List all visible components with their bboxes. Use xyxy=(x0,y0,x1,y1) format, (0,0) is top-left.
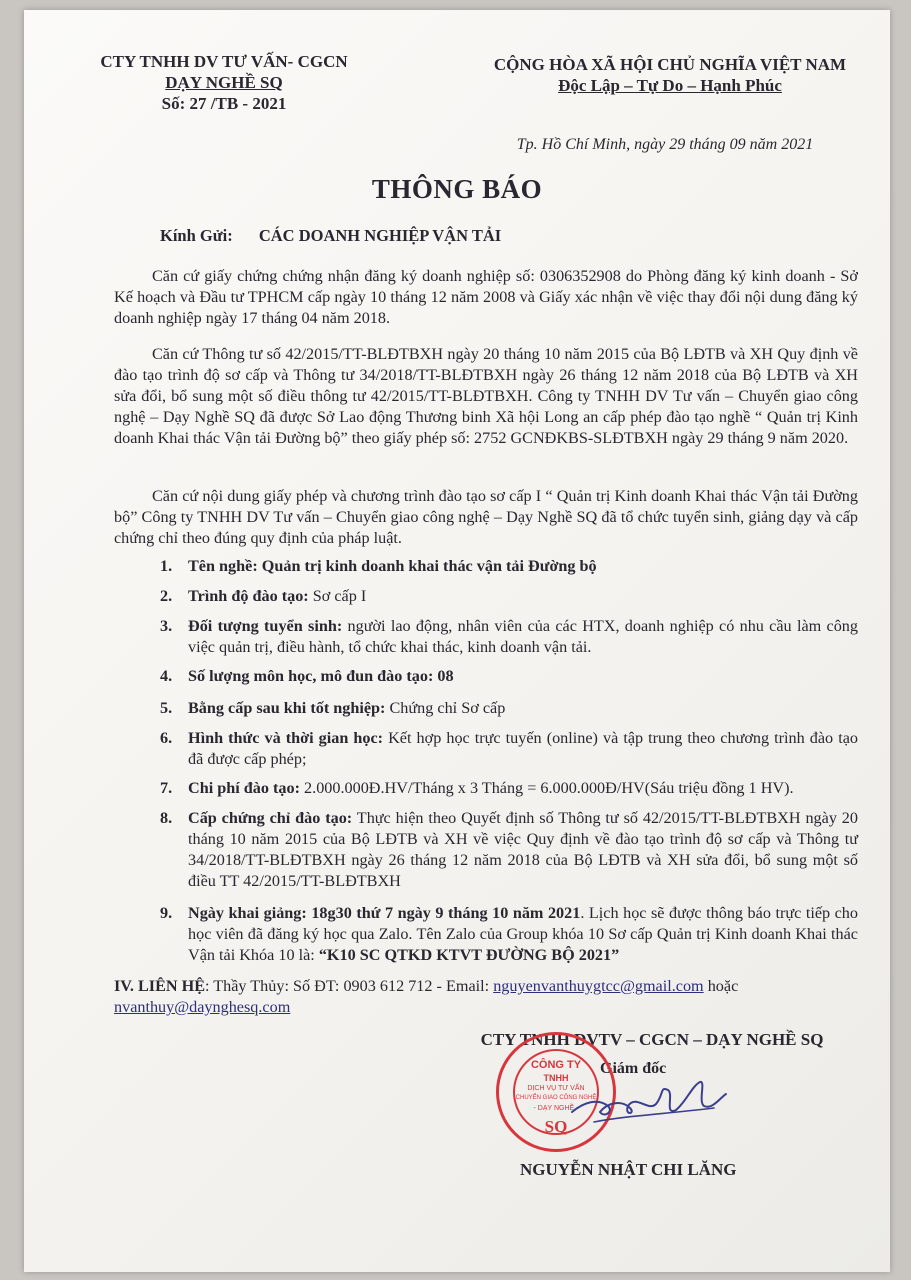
company-header xyxy=(94,51,354,114)
item-text: Chứng chỉ Sơ cấp xyxy=(385,699,506,717)
item-number: 5. xyxy=(160,699,173,717)
paragraph-1: Căn cứ giấy chứng chứng nhận đăng ký doanh nghiệp số: 0306352908 do Phòng đăng ký kinh doanh - Sở Kế hoạch và Đầu tư TPHCM cấp ngày 10 tháng 12 năm 2008 và Giấy xác nhận về việc thay đổi nội dung đăng ký doanh nghiệp ngày 17 tháng 04 năm 2018. xyxy=(114,267,858,327)
contact-label: IV. LIÊN HỆ xyxy=(114,977,206,995)
document-page xyxy=(24,10,890,1272)
item-number: 3. xyxy=(160,617,173,635)
document-title: THÔNG BÁO xyxy=(371,174,543,204)
place-date: Tp. Hồ Chí Minh, ngày 29 tháng 09 năm 2021 xyxy=(516,136,814,153)
item-text: người lao động, nhân viên của các HTX, doanh nghiệp có nhu cầu làm công việc quản trị, điều hành, tổ chức khai thác, kinh doanh vận tải. xyxy=(188,617,858,656)
company-name-line2: DẠY NGHỀ SQ xyxy=(165,73,283,92)
item-text: Kết hợp học trực tuyến (online) và tập trung theo chương trình đào tạo đã được cấp phép; xyxy=(188,729,858,768)
paragraph-3: Căn cứ nội dung giấy phép và chương trình đào tạo sơ cấp I “ Quản trị Kinh doanh Khai thác Vận tải Đường bộ” Công ty TNHH DV Tư vấn – Chuyển giao công nghệ – Dạy Nghề SQ đã tổ chức tuyển sinh, giảng dạy và cấp chứng chỉ theo đúng quy định của pháp luật. xyxy=(114,487,858,547)
signature-company: CTY TNHH DVTV – CGCN – DẠY NGHỀ SQ xyxy=(480,1030,824,1049)
contact-email-primary[interactable]: nguyenvanthuygtcc@gmail.com xyxy=(493,977,704,995)
national-header xyxy=(460,54,880,96)
stamp-text-5: - DẠY NGHỀ - xyxy=(533,1105,579,1112)
contact-section xyxy=(114,976,864,1018)
recipient-line xyxy=(160,226,501,246)
item-number: 2. xyxy=(160,587,173,605)
contact-email-secondary[interactable]: nvanthuy@daynghesq.com xyxy=(114,998,291,1016)
item-number: 7. xyxy=(160,779,173,797)
item-number: 6. xyxy=(160,729,173,747)
item-text: . Lịch học sẽ được thông báo trực tiếp cho học viên đã đăng ký học qua Zalo. Tên Zalo của Group khóa 10 Sơ cấp Quản trị Kinh doanh Khai thác Vận tải Khóa 10 là: xyxy=(188,904,858,964)
item-text: Quản trị kinh doanh khai thác vận tải Đường bộ xyxy=(257,557,597,575)
item-label: Bằng cấp sau khi tốt nghiệp: xyxy=(188,699,386,717)
item-text: 2.000.000Đ.HV/Tháng x 3 Tháng = 6.000.000Đ/HV(Sáu triệu đồng 1 HV). xyxy=(300,779,794,797)
recipient-name: CÁC DOANH NGHIỆP VẬN TẢI xyxy=(258,226,502,245)
document-number: Số: 27 /TB - 2021 xyxy=(161,94,287,113)
contact-or: hoặc xyxy=(703,977,739,995)
item-label: Tên nghề: xyxy=(188,557,258,575)
stamp-text-6: SQ xyxy=(544,1117,568,1136)
item-text: 08 xyxy=(433,667,454,685)
item-label: Trình độ đào tạo: xyxy=(188,587,309,605)
item-number: 4. xyxy=(160,667,173,685)
handwritten-signature xyxy=(564,1072,734,1134)
item-number: 8. xyxy=(160,809,173,827)
item-number: 1. xyxy=(160,557,173,575)
item-text: Thực hiện theo Quyết định số Thông tư số 42/2015/TT-BLĐTBXH ngày 20 tháng 10 năm 2015 của Bộ LĐTB và XH về việc Quy định về đào tạo trình độ sơ cấp và Thông tư 34/2018/TT-BLĐTBXH ngày 26 tháng 12 năm 2018 của Bộ LĐTB và XH sửa đổi, bổ sung một số điều TT 42/2015/TT-BLĐTBXH xyxy=(188,809,858,890)
company-name: CTY TNHH DV TƯ VẤN- CGCN xyxy=(100,52,348,71)
item-number: 9. xyxy=(160,904,173,922)
signature-position: Giám đốc xyxy=(600,1060,667,1077)
item-label: Số lượng môn học, mô đun đào tạo: xyxy=(188,667,434,685)
national-motto: Độc Lập – Tự Do – Hạnh Phúc xyxy=(558,76,782,95)
paragraph-2: Căn cứ Thông tư số 42/2015/TT-BLĐTBXH ngày 20 tháng 10 năm 2015 của Bộ LĐTB và XH Quy định về đào tạo trình độ sơ cấp và Thông tư 34/2018/TT-BLĐTBXH ngày 26 tháng 12 năm 2018 của Bộ LĐTB và XH sửa đổi, bổ sung một số điều thông tư 42/2015/TT-BLĐTBXH. Công ty TNHH DV Tư vấn – Chuyển giao công nghệ – Dạy Nghề SQ đã được Sở Lao động Thương binh Xã hội Long an cấp phép đào tạo nghề “ Quản trị Kinh doanh Khai thác Vận tải Đường bộ” theo giấy phép số: 2752 GCNĐKBS-SLĐTBXH ngày 29 tháng 9 năm 2020. xyxy=(114,345,858,447)
recipient-label: Kính Gửi: xyxy=(160,226,233,245)
item-label: Đối tượng tuyển sinh: xyxy=(188,617,343,635)
signer-name: NGUYỄN NHẬT CHI LĂNG xyxy=(520,1160,737,1179)
contact-text: : Thầy Thủy: Số ĐT: 0903 612 712 - Email: xyxy=(205,977,494,995)
item-label: Cấp chứng chỉ đào tạo: xyxy=(188,809,353,827)
item-label: Chi phí đào tạo: xyxy=(188,779,300,797)
item-text: Sơ cấp I xyxy=(308,587,367,605)
stamp-text-2: TNHH xyxy=(543,1073,569,1083)
item-label: Hình thức và thời gian học: xyxy=(188,729,384,747)
stamp-text-1: CÔNG TY xyxy=(530,1059,582,1071)
stamp-text-3: DỊCH VỤ TƯ VẤN xyxy=(527,1085,585,1092)
stamp-text-4: CHUYỂN GIAO CÔNG NGHỆ xyxy=(515,1095,597,1101)
zalo-group-name: “K10 SC QTKD KTVT ĐƯỜNG BỘ 2021” xyxy=(318,946,620,964)
republic-title: CỘNG HÒA XÃ HỘI CHỦ NGHĨA VIỆT NAM xyxy=(493,55,847,74)
item-label: Ngày khai giảng: 18g30 thứ 7 ngày 9 tháng 10 năm 2021 xyxy=(188,904,581,922)
